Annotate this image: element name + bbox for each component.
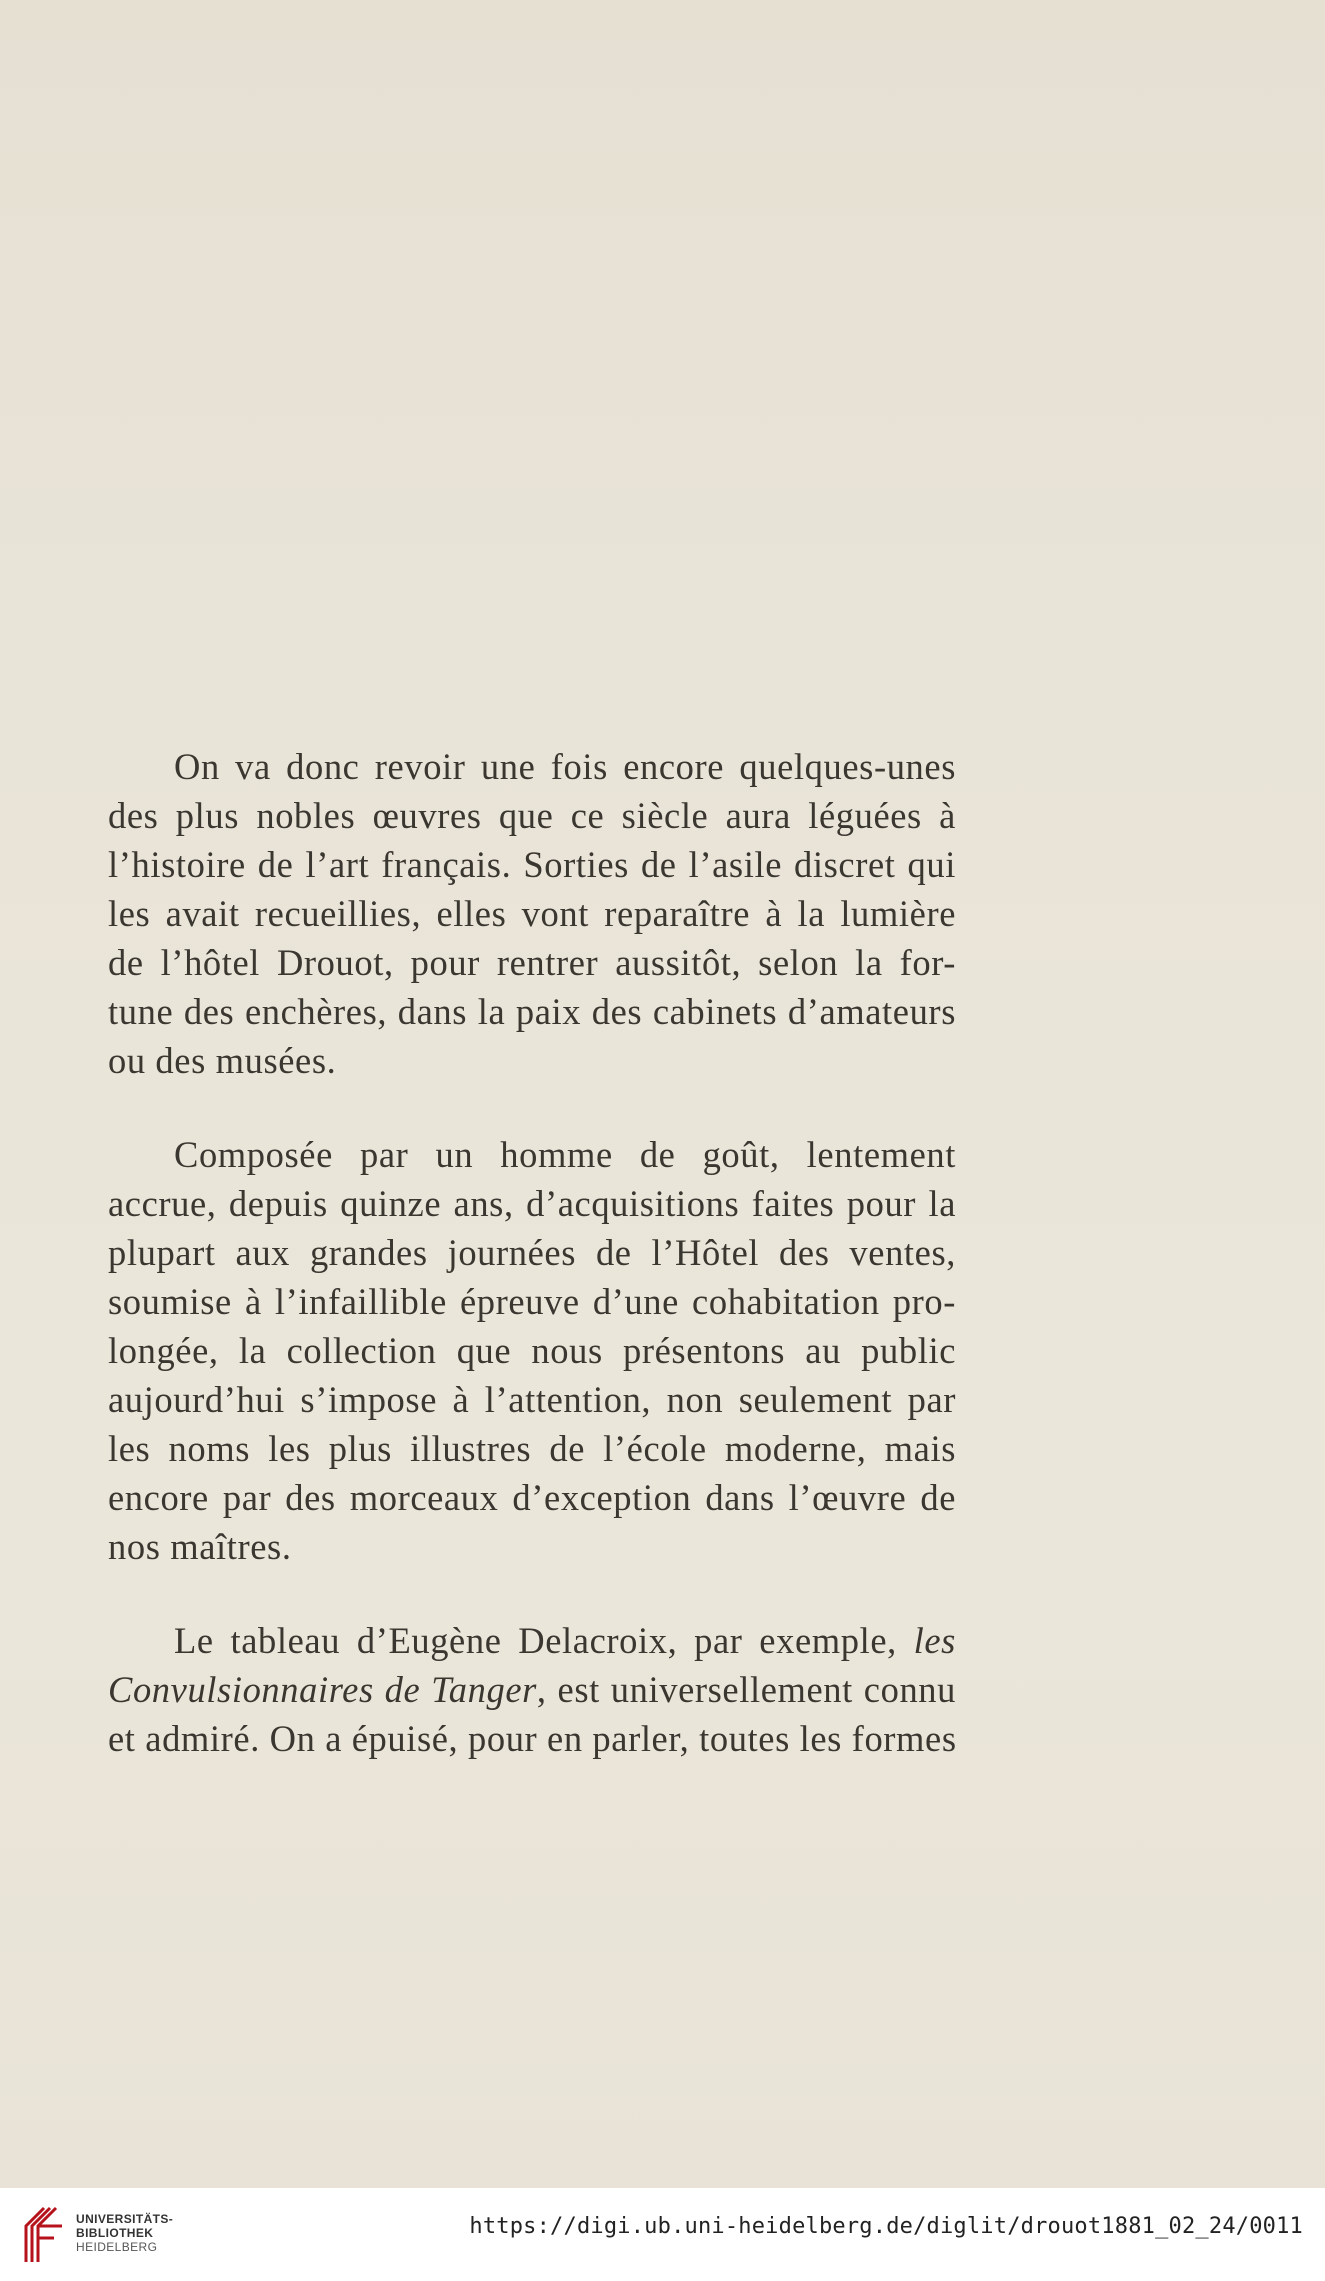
text-run: , est universellement connu — [536, 1669, 956, 1710]
text-line — [108, 1616, 956, 1665]
library-name-line: HEIDELBERG — [76, 2240, 158, 2254]
text-line: encore par des morceaux d’exception dans l’œuvre de — [108, 1477, 956, 1518]
body-text — [108, 742, 956, 1808]
text-line: des plus nobles œuvres que ce siècle aura léguées à — [108, 795, 956, 836]
text-line: Composée par un homme de goût, lentement — [174, 1134, 956, 1175]
text-line: plupart aux grandes journées de l’Hôtel des ventes, — [108, 1232, 956, 1273]
italic-title-part: Convulsionnaires de Tanger — [108, 1669, 537, 1710]
paragraph-2 — [108, 1130, 956, 1571]
text-line: ou des musées. — [108, 1040, 337, 1081]
text-line: les noms les plus illustres de l’école moderne, mais — [108, 1428, 956, 1469]
text-line: l’histoire de l’art français. Sorties de l’asile discret qui — [108, 844, 956, 885]
text-line: soumise à l’infaillible épreuve d’une cohabitation pro- — [108, 1281, 956, 1322]
text-line: les avait recueillies, elles vont reparaître à la lumière — [108, 893, 956, 934]
paragraph-3 — [108, 1616, 956, 1763]
text-line: et admiré. On a épuisé, pour en parler, toutes les formes — [108, 1718, 957, 1759]
source-url-link[interactable]: https://digi.ub.uni-heidelberg.de/diglit/drouot1881_02_24/0011 — [469, 2214, 1303, 2239]
footer-bar — [0, 2188, 1325, 2281]
library-name-line: BIBLIOTHEK — [76, 2226, 154, 2240]
library-name-line: UNIVERSITÄTS- — [76, 2212, 174, 2226]
text-line: accrue, depuis quinze ans, d’acquisitions faites pour la — [108, 1183, 956, 1224]
text-line: longée, la collection que nous présentons au public — [108, 1330, 956, 1371]
paragraph-1 — [108, 742, 956, 1085]
library-name — [76, 2212, 173, 2254]
text-line: nos maîtres. — [108, 1526, 292, 1567]
text-line: de l’hôtel Drouot, pour rentrer aussitôt, selon la for- — [108, 942, 956, 983]
text-line — [108, 1665, 956, 1714]
text-line: On va donc revoir une fois encore quelques-unes — [174, 746, 956, 787]
university-library-logo-icon — [14, 2204, 70, 2266]
text-run: Le tableau d’Eugène Delacroix, par exemple, — [174, 1620, 914, 1661]
italic-title-part: les — [913, 1620, 956, 1661]
text-line: aujourd’hui s’impose à l’attention, non seulement par — [108, 1379, 956, 1420]
text-line: tune des enchères, dans la paix des cabinets d’amateurs — [108, 991, 956, 1032]
